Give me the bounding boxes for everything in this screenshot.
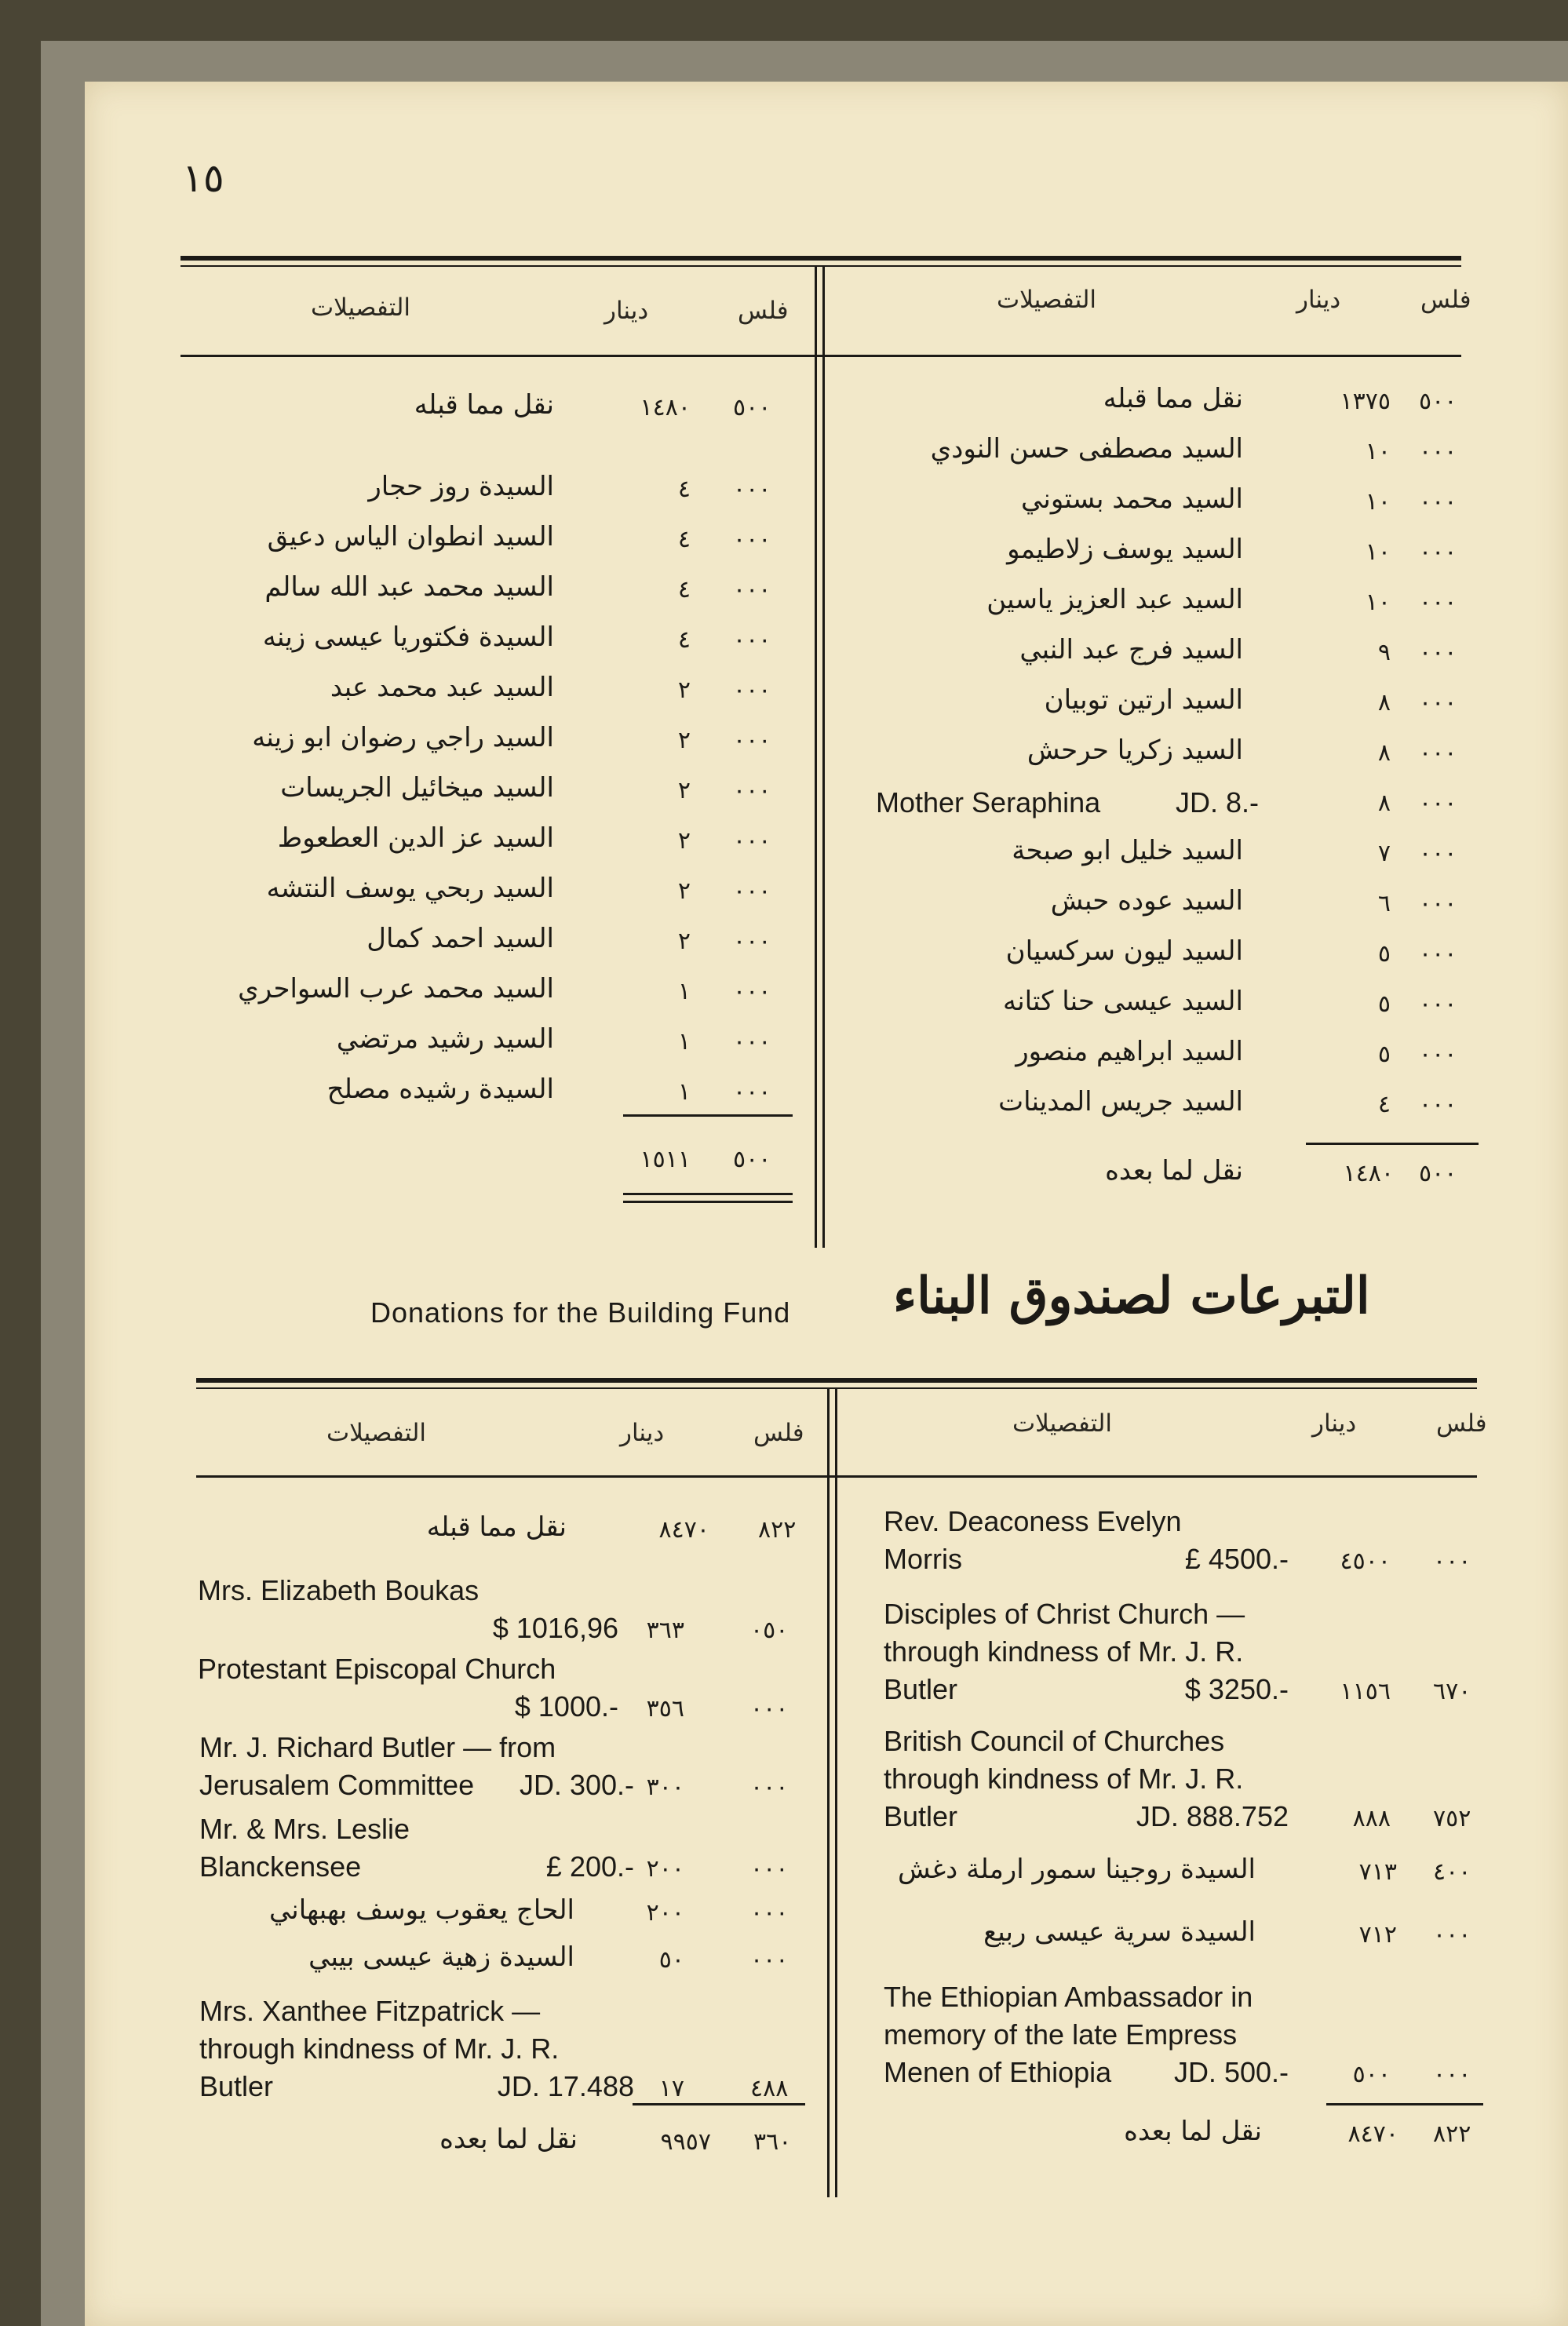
donor-name: السيد خليل ابو صبحة (1012, 835, 1243, 866)
dinar-value: ٤ (677, 576, 691, 603)
donor-amount: JD. 17.488 (497, 2070, 634, 2102)
donor-name: السيد عز الدين العطعوط (277, 822, 554, 854)
dinar-value: ٢ (677, 827, 691, 855)
fils-value: ٠٠٠ (733, 928, 771, 955)
fils-value: ٠٠٠ (1419, 488, 1457, 516)
section-title-arabic: التبرعات لصندوق البناء (893, 1267, 1370, 1325)
fils-value: ٠٠٠ (1419, 840, 1457, 867)
dinar-value: ٤ (1377, 1091, 1391, 1118)
dinar-value: ٤ (677, 526, 691, 553)
header-fils: فلس (1436, 1409, 1487, 1438)
donor-name: السيد يوسف زلاطيمو (1007, 534, 1243, 565)
donor-name-line: Jerusalem Committee (199, 1769, 475, 1801)
top-table-divider (815, 267, 817, 1248)
carry-forward-label: نقل مما قبله (426, 1511, 567, 1543)
section-title-english: Donations for the Building Fund (370, 1296, 791, 1329)
donor-name: السيد ليون سركسيان (1005, 935, 1243, 967)
dinar-value: ١٤٨٠ (640, 394, 691, 421)
dinar-value: ١٠ (1365, 488, 1391, 516)
donor-name: السيد محمد عبد الله سالم (264, 571, 554, 603)
donor-name: السيدة سرية عيسى ربيع (983, 1916, 1256, 1948)
dinar-value: ١١٥٦ (1340, 1678, 1391, 1705)
donor-name: السيد ابراهيم منصور (1016, 1036, 1243, 1067)
fils-value: ٠٥٠ (750, 1617, 789, 1644)
fils-value: ٧٥٢ (1433, 1805, 1471, 1832)
total-double-rule (623, 1201, 793, 1203)
fils-value: ٠٠٠ (733, 526, 771, 553)
dinar-value: ٢٠٠ (646, 1899, 684, 1927)
donor-name-line: Protestant Episcopal Church (198, 1653, 556, 1685)
dinar-value: ٣٥٦ (646, 1695, 684, 1723)
donor-name: السيدة رشيده مصلح (326, 1074, 554, 1105)
donor-name-line: Blanckensee (199, 1850, 362, 1883)
dinar-value: ٥ (1377, 940, 1391, 968)
dinar-value: ٥٠٠ (1352, 2061, 1391, 2088)
donor-name: السيد ميخائيل الجريسات (280, 772, 554, 804)
fils-value: ٠٠٠ (1433, 2061, 1471, 2088)
dinar-value: ٢ (677, 727, 691, 754)
donor-name: السيد جريس المدينات (998, 1086, 1243, 1117)
donor-name-line: Butler (199, 2070, 274, 2102)
fils-value: ٠٠٠ (1433, 1921, 1471, 1949)
donor-name-line: through kindness of Mr. J. R. (199, 2033, 560, 2065)
donor-amount: $ 3250.- (1184, 1673, 1289, 1705)
dinar-value: ٢ (677, 676, 691, 704)
donor-name: السيد عبد العزيز ياسين (986, 584, 1243, 615)
donor-name: السيدة فكتوريا عيسى زينه (262, 622, 554, 653)
donor-amount: JD. 500.- (1173, 2056, 1289, 2088)
top-table-top-rule (181, 256, 1461, 261)
fils-value: ٠٠٠ (1419, 538, 1457, 566)
fils-value: ٠٠٠ (750, 1855, 789, 1883)
dinar-value: ٦ (1377, 890, 1391, 917)
fils-value: ٠٠٠ (1419, 940, 1457, 968)
dinar-value: ٨٨٨ (1352, 1805, 1391, 1832)
header-details: التفصيلات (997, 286, 1097, 314)
donor-name-line: Butler (884, 1673, 958, 1705)
donor-name: Mother Seraphina (876, 786, 1101, 818)
donor-name-line: Disciples of Christ Church — (884, 1598, 1245, 1630)
header-dinar: دينار (1312, 1409, 1357, 1438)
dinar-value: ٧ (1377, 840, 1391, 867)
dinar-value: ٤ (677, 476, 691, 503)
header-dinar: دينار (604, 297, 649, 325)
fils-value: ٠٠٠ (733, 827, 771, 855)
fils-value: ٠٠٠ (1419, 1041, 1457, 1068)
fils-value: ٤٨٨ (750, 2075, 789, 2102)
donor-name: السيدة روز حجار (368, 471, 554, 502)
dinar-value: ١٤٨٠ (1343, 1160, 1394, 1187)
fils-value: ٠٠٠ (750, 1695, 789, 1723)
dinar-value: ٤ (677, 626, 691, 654)
fils-value: ٠٠٠ (733, 777, 771, 804)
donor-name: السيد محمد عرب السواحري (238, 973, 554, 1004)
donor-amount: JD. 8.- (1175, 786, 1259, 818)
carry-forward-label: نقل لما بعده (439, 2124, 578, 2155)
fils-value: ٠٠٠ (1419, 438, 1457, 465)
fils-value: ٦٧٠ (1433, 1678, 1471, 1705)
dinar-value: ١ (677, 1078, 691, 1106)
dinar-value: ١٠ (1365, 438, 1391, 465)
total-rule (1306, 1143, 1479, 1145)
fils-value: ٠٠٠ (733, 676, 771, 704)
donor-amount: £ 200.- (545, 1850, 634, 1883)
total-rule (633, 2103, 805, 2105)
bottom-table-top-rule (196, 1378, 1477, 1383)
fils-value: ٥٠٠ (1419, 388, 1457, 415)
bottom-table-divider (835, 1389, 837, 2197)
dinar-value: ٥ (1377, 1041, 1391, 1068)
header-fils: فلس (738, 297, 789, 325)
fils-value: ٠٠٠ (750, 1899, 789, 1927)
dinar-value: ٥٠ (658, 1946, 684, 1974)
top-table-top-rule-thin (181, 265, 1461, 267)
donor-name-line: Mr. & Mrs. Leslie (199, 1813, 410, 1845)
fils-value: ٥٠٠ (733, 1146, 771, 1173)
dinar-value: ١٠ (1365, 589, 1391, 616)
dinar-value: ٥ (1377, 990, 1391, 1018)
donor-name: السيد محمد بستوني (1021, 483, 1243, 515)
dinar-value: ٨ (1377, 739, 1391, 767)
ledger-page (85, 82, 1568, 2326)
donor-name-line: Morris (884, 1543, 962, 1575)
header-fils: فلس (1420, 286, 1471, 314)
fils-value: ٠٠٠ (733, 476, 771, 503)
fils-value: ٠٠٠ (1419, 1091, 1457, 1118)
dinar-value: ٧١٢ (1358, 1921, 1397, 1949)
header-details: التفصيلات (1012, 1409, 1113, 1438)
donor-name-line: Mr. J. Richard Butler — from (199, 1731, 556, 1763)
top-table-divider (822, 267, 825, 1248)
donor-name-line: through kindness of Mr. J. R. (884, 1763, 1244, 1795)
donor-name-line: Mrs. Xanthee Fitzpatrick — (199, 1995, 541, 2027)
donor-name: السيد راجي رضوان ابو زينه (252, 722, 554, 753)
dinar-value: ٨ (1377, 689, 1391, 716)
header-dinar: دينار (1296, 286, 1341, 314)
fils-value: ٠٠٠ (733, 727, 771, 754)
header-dinar: دينار (620, 1419, 665, 1447)
fils-value: ٠٠٠ (1419, 990, 1457, 1018)
dinar-value: ٤٥٠٠ (1340, 1548, 1391, 1575)
fils-value: ٥٠٠ (1419, 1160, 1457, 1187)
dinar-value: ١٥١١ (640, 1146, 691, 1173)
donor-name-line: Menen of Ethiopia (884, 2056, 1112, 2088)
donor-name: السيد رشيد مرتضي (336, 1023, 554, 1055)
donor-amount: $ 1000.- (514, 1690, 618, 1723)
fils-value: ٠٠٠ (733, 576, 771, 603)
fils-value: ٥٠٠ (733, 394, 771, 421)
donor-name: السيد عوده حبش (1050, 885, 1243, 917)
fils-value: ٠٠٠ (733, 626, 771, 654)
dinar-value: ١ (677, 978, 691, 1005)
fils-value: ٨٢٢ (758, 1516, 797, 1544)
donor-name: السيد عيسى حنا كتانه (1002, 986, 1243, 1017)
carry-forward-label: نقل لما بعده (1124, 2116, 1262, 2147)
dinar-value: ٢ (677, 777, 691, 804)
dinar-value: ١٣٧٥ (1340, 388, 1391, 415)
donor-amount: JD. 888.752 (1136, 1800, 1289, 1832)
bottom-table-divider (827, 1389, 830, 2197)
dinar-value: ٨٤٧٠ (1347, 2120, 1398, 2148)
fils-value: ٠٠٠ (1419, 689, 1457, 716)
header-fils: فلس (753, 1419, 804, 1447)
fils-value: ٠٠٠ (1419, 589, 1457, 616)
dinar-value: ٢ (677, 928, 691, 955)
donor-name: نقل مما قبله (414, 389, 554, 421)
fils-value: ٠٠٠ (733, 1078, 771, 1106)
dinar-value: ٧١٣ (1358, 1858, 1397, 1886)
header-details: التفصيلات (326, 1419, 427, 1447)
fils-value: ٠٠٠ (750, 1946, 789, 1974)
fils-value: ٤٠٠ (1433, 1858, 1471, 1886)
fils-value: ٠٠٠ (733, 877, 771, 905)
dinar-value: ٨٤٧٠ (658, 1516, 709, 1544)
donor-name-line: Mrs. Elizabeth Boukas (198, 1574, 480, 1606)
fils-value: ٣٦٠ (753, 2128, 792, 2156)
fils-value: ٠٠٠ (1419, 890, 1457, 917)
header-details: التفصيلات (311, 293, 411, 322)
donor-name-line: The Ethiopian Ambassador in (884, 1981, 1253, 2013)
dinar-value: ٨ (1377, 789, 1391, 817)
donor-name: السيد مصطفى حسن النودي (930, 433, 1243, 465)
donor-name-line: British Council of Churches (884, 1725, 1225, 1757)
dinar-value: ٣٦٣ (646, 1617, 684, 1644)
donor-name-line: memory of the late Empress (884, 2018, 1238, 2051)
dinar-value: ١٧ (658, 2075, 684, 2102)
total-rule (1326, 2103, 1483, 2105)
page-number: ١٥ (182, 155, 224, 201)
donor-name-line: Butler (884, 1800, 958, 1832)
fils-value: ٠٠٠ (1433, 1548, 1471, 1575)
dinar-value: ١٠ (1365, 538, 1391, 566)
donor-name: السيد احمد كمال (366, 923, 554, 954)
dinar-value: ٢ (677, 877, 691, 905)
donor-name: نقل مما قبله (1103, 383, 1243, 414)
donor-name: السيد انطوان الياس دعيق (267, 521, 554, 552)
donor-name: السيد ارتين توبيان (1044, 684, 1243, 716)
fils-value: ٠٠٠ (1419, 639, 1457, 666)
dinar-value: ٩٩٥٧ (660, 2128, 711, 2156)
donor-name: السيد ربحي يوسف النتشه (266, 873, 554, 904)
fils-value: ٠٠٠ (1419, 739, 1457, 767)
dinar-value: ٩ (1377, 639, 1391, 666)
fils-value: ٨٢٢ (1433, 2120, 1471, 2148)
donor-amount: JD. 300.- (519, 1769, 634, 1801)
dinar-value: ٣٠٠ (646, 1774, 684, 1801)
top-table-header-rule (181, 355, 1461, 357)
donor-name-line: through kindness of Mr. J. R. (884, 1635, 1244, 1668)
donor-name: الحاج يعقوب يوسف بهبهاني (268, 1894, 574, 1926)
fils-value: ٠٠٠ (733, 978, 771, 1005)
fils-value: ٠٠٠ (750, 1774, 789, 1801)
donor-amount: £ 4500.- (1184, 1543, 1289, 1575)
fils-value: ٠٠٠ (733, 1028, 771, 1055)
donor-amount: $ 1016,96 (492, 1612, 618, 1644)
donor-name-line: Rev. Deaconess Evelyn (884, 1505, 1182, 1537)
donor-name: السيد زكريا حرحش (1026, 735, 1243, 766)
fils-value: ٠٠٠ (1419, 789, 1457, 817)
dinar-value: ١ (677, 1028, 691, 1055)
carry-forward-label: نقل لما بعده (1105, 1155, 1243, 1187)
total-double-rule (623, 1193, 793, 1195)
donor-name: السيدة روجينا سمور ارملة دغش (898, 1854, 1256, 1885)
total-rule (623, 1114, 793, 1117)
donor-name: السيدة زهية عيسى بيبي (308, 1941, 574, 1973)
donor-name: السيد عبد محمد عبد (330, 672, 554, 703)
donor-name: السيد فرج عبد النبي (1019, 634, 1243, 665)
dinar-value: ٢٠٠ (646, 1855, 684, 1883)
